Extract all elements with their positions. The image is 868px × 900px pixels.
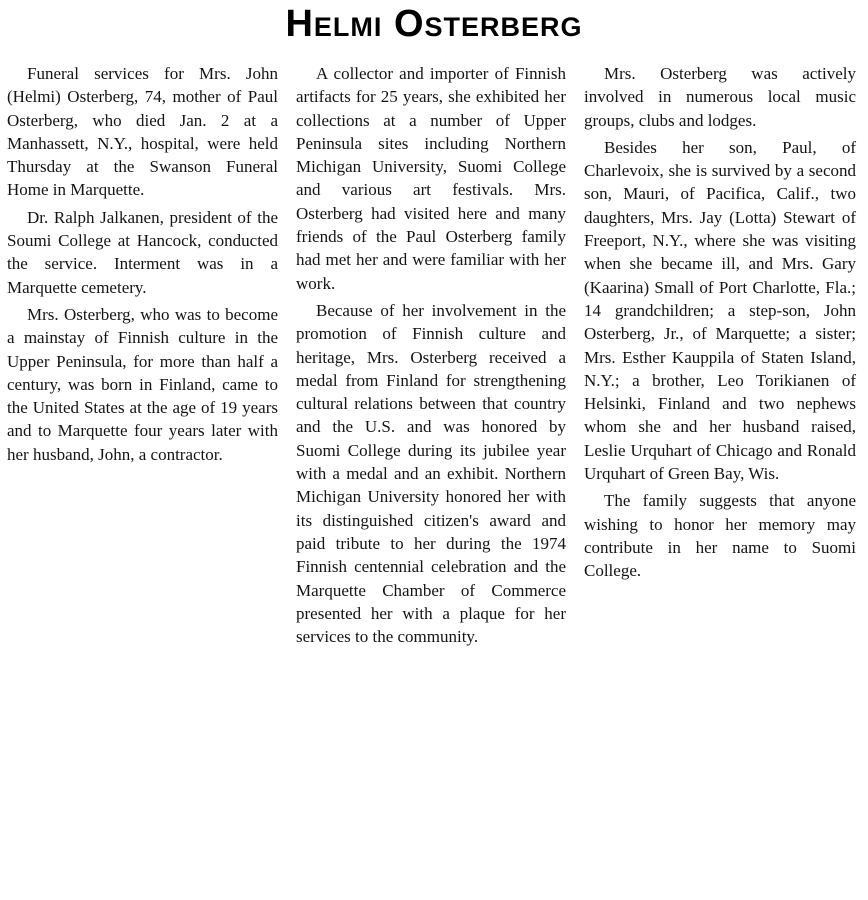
- article-paragraph: Because of her involvement in the promotion of Finnish culture and heritage, Mrs. Osterberg received a medal from Finland for strengthening cultural relations between that country and the U.S. and was honored by Suomi College during its jubilee year with a medal and an exhibit. Northern Michigan University honored her with its distinguished citizen's award and paid tribute to her during the 1974 Finnish centennial celebration and the Marquette Chamber of Commerce presented her with a plaque for her services to the community.: [296, 300, 566, 647]
- article-headline: Helmi Osterberg: [285, 3, 583, 45]
- article-column-2: [296, 62, 566, 652]
- article-paragraph: Mrs. Osterberg was actively involved in numerous local music groups, clubs and lodges.: [584, 64, 856, 130]
- article-paragraph: The family suggests that anyone wishing to honor her memory may contribute in her name to Suomi College.: [584, 491, 856, 581]
- article-paragraph: Dr. Ralph Jalkanen, president of the Soumi College at Hancock, conducted the service. Interment was in a Marquette cemetery.: [7, 207, 278, 297]
- article-paragraph: Funeral services for Mrs. John (Helmi) Osterberg, 74, mother of Paul Osterberg, who died Jan. 2 at a Manhassett, N.Y., hospital, were held Thursday at the Swanson Funeral Home in Marquette.: [7, 64, 278, 200]
- article-column-3: [584, 62, 856, 587]
- article-paragraph: Mrs. Osterberg, who was to become a mainstay of Finnish culture in the Upper Peninsula, for more than half a century, was born in Finland, came to the United States at the age of 19 years and to Marquette four years later with her husband, John, a contractor.: [7, 304, 278, 464]
- article-column-1: [7, 62, 278, 470]
- article-paragraph: A collector and importer of Finnish artifacts for 25 years, she exhibited her collections at a number of Upper Peninsula sites including Northern Michigan University, Suomi College and various art festivals. Mrs. Osterberg had visited here and many friends of the Paul Osterberg family had met her and were familiar with her work.: [296, 64, 566, 293]
- article-paragraph: Besides her son, Paul, of Charlevoix, she is survived by a second son, Mauri, of Pacifica, Calif., two daughters, Mrs. Jay (Lotta) Stewart of Freeport, N.Y., where she was visiting when she became ill, and Mrs. Gary (Kaarina) Small of Port Charlotte, Fla.; 14 grandchildren; a step-son, John Osterberg, Jr., of Marquette; a sister; Mrs. Esther Kauppila of Staten Island, N.Y.; a brother, Leo Torikianen of Helsinki, Finland and two nephews whom she and her husband raised, Leslie Urquhart of Chicago and Ronald Urquhart of Green Bay, Wis.: [584, 137, 856, 484]
